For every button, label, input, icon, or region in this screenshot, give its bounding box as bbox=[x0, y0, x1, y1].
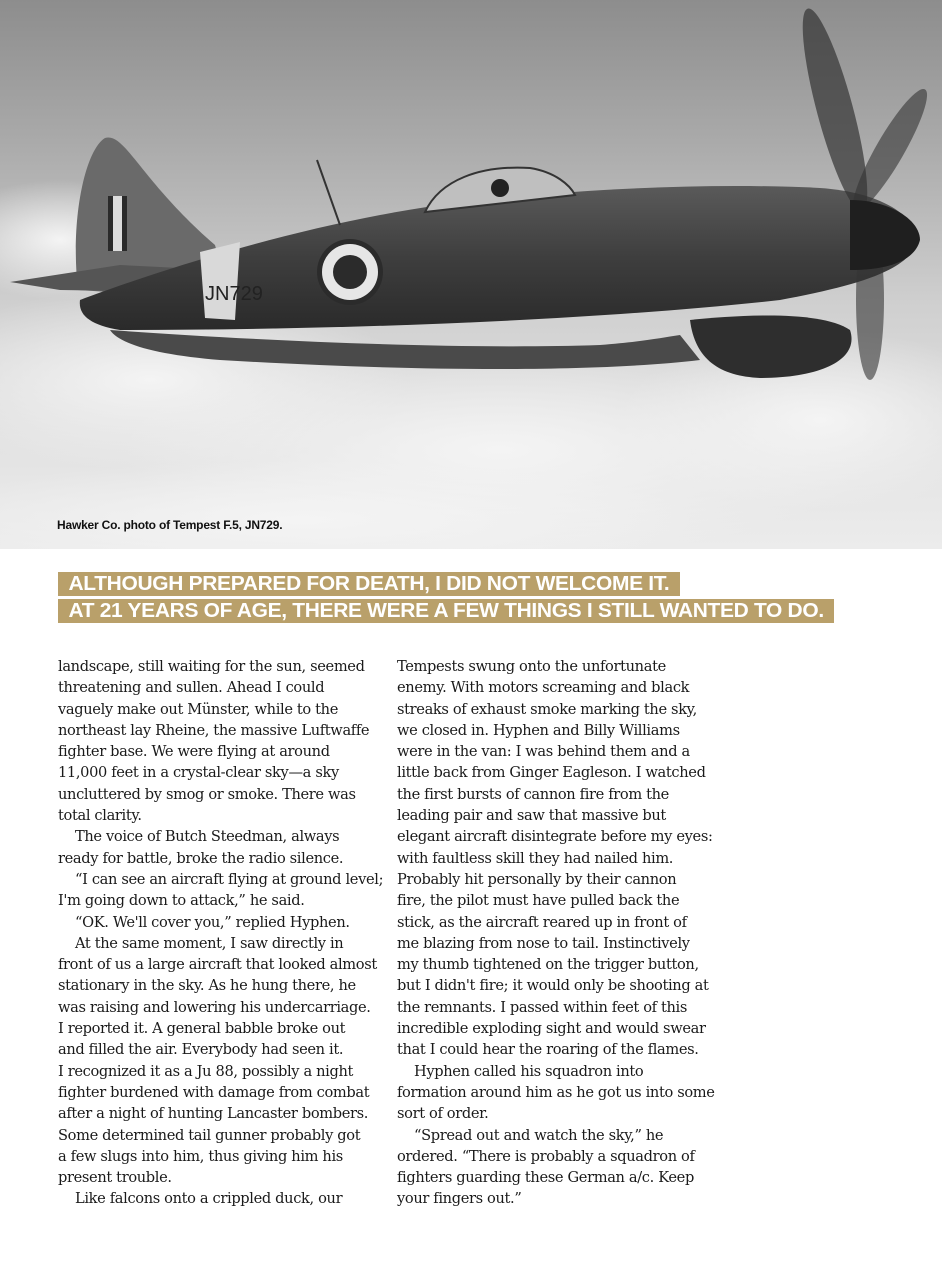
text-line: fire, the pilot must have pulled back the bbox=[397, 892, 680, 910]
article-column-left bbox=[58, 656, 398, 1210]
text-line: I'm going down to attack,” he said. bbox=[58, 892, 305, 910]
text-line: Like falcons onto a crippled duck, our bbox=[75, 1190, 343, 1208]
text-line: threatening and sullen. Ahead I could bbox=[58, 679, 325, 697]
text-line: but I didn't fire; it would only be shooting at bbox=[397, 977, 709, 995]
text-line: Probably hit personally by their cannon bbox=[397, 870, 677, 888]
text-line: elegant aircraft disintegrate before my eyes: bbox=[397, 828, 713, 846]
text-line: The voice of Butch Steedman, always bbox=[75, 828, 340, 846]
pull-quote-line-1: ALTHOUGH PREPARED FOR DEATH, I DID NOT WELCOME IT. bbox=[58, 572, 680, 596]
text-line: front of us a large aircraft that looked almost bbox=[58, 956, 377, 974]
text-line: streaks of exhaust smoke marking the sky, bbox=[397, 700, 697, 718]
text-line: fighter burdened with damage from combat bbox=[58, 1083, 370, 1101]
fuselage-marking: JN729 bbox=[205, 283, 263, 305]
text-line: “Spread out and watch the sky,” he bbox=[414, 1126, 664, 1144]
text-line: stick, as the aircraft reared up in front of bbox=[397, 913, 687, 931]
text-line: the remnants. I passed within feet of this bbox=[397, 998, 688, 1016]
text-line: formation around him as he got us into some bbox=[397, 1083, 715, 1101]
text-line: I reported it. A general babble broke out bbox=[58, 1020, 346, 1038]
text-line: “OK. We'll cover you,” replied Hyphen. bbox=[75, 913, 350, 931]
aircraft-photo bbox=[0, 0, 942, 549]
text-line: present trouble. bbox=[58, 1169, 172, 1187]
text-line: fighter base. We were flying at around bbox=[58, 743, 330, 761]
text-line: At the same moment, I saw directly in bbox=[75, 934, 344, 952]
text-line: enemy. With motors screaming and black bbox=[397, 679, 690, 697]
text-line: leading pair and saw that massive but bbox=[397, 807, 666, 825]
text-line: me blazing from nose to tail. Instinctively bbox=[397, 934, 690, 952]
text-line: northeast lay Rheine, the massive Luftwaffe bbox=[58, 721, 370, 739]
text-line: was raising and lowering his undercarriage. bbox=[58, 998, 371, 1016]
text-line: total clarity. bbox=[58, 807, 142, 825]
text-line: were in the van: I was behind them and a bbox=[397, 743, 690, 761]
text-line: little back from Ginger Eagleson. I watched bbox=[397, 764, 706, 782]
text-line: Some determined tail gunner probably got bbox=[58, 1126, 361, 1144]
text-line: a few slugs into him, thus giving him his bbox=[58, 1147, 343, 1165]
pull-quote-line-2: AT 21 YEARS OF AGE, THERE WERE A FEW THINGS I STILL WANTED TO DO. bbox=[58, 599, 834, 623]
text-line: we closed in. Hyphen and Billy Williams bbox=[397, 721, 680, 739]
text-line: my thumb tightened on the trigger button, bbox=[397, 956, 699, 974]
text-line: that I could hear the roaring of the flames. bbox=[397, 1041, 699, 1059]
text-line: Hyphen called his squadron into bbox=[414, 1062, 644, 1080]
text-line: incredible exploding sight and would swear bbox=[397, 1020, 706, 1038]
article-column-right bbox=[397, 656, 737, 1210]
text-line: the first bursts of cannon fire from the bbox=[397, 785, 669, 803]
text-line: “I can see an aircraft flying at ground level; bbox=[75, 870, 384, 888]
photo-caption: Hawker Co. photo of Tempest F.5, JN729. bbox=[57, 518, 283, 532]
text-line: sort of order. bbox=[397, 1105, 489, 1123]
text-line: fighters guarding these German a/c. Keep bbox=[397, 1169, 694, 1187]
text-line: after a night of hunting Lancaster bombers. bbox=[58, 1105, 369, 1123]
text-line: ordered. “There is probably a squadron of bbox=[397, 1147, 695, 1165]
text-line: uncluttered by smog or smoke. There was bbox=[58, 785, 356, 803]
text-line: Tempests swung onto the unfortunate bbox=[397, 658, 666, 675]
text-line: vaguely make out Münster, while to the bbox=[58, 700, 338, 718]
text-line: with faultless skill they had nailed him. bbox=[397, 849, 674, 867]
text-line: landscape, still waiting for the sun, seemed bbox=[58, 658, 365, 675]
text-line: your fingers out.” bbox=[397, 1190, 522, 1208]
text-line: stationary in the sky. As he hung there, he bbox=[58, 977, 356, 995]
text-line: 11,000 feet in a crystal-clear sky—a sky bbox=[58, 764, 339, 782]
text-line: and filled the air. Everybody had seen it. bbox=[58, 1041, 344, 1059]
text-line: ready for battle, broke the radio silence. bbox=[58, 849, 344, 867]
text-line: I recognized it as a Ju 88, possibly a night bbox=[58, 1062, 354, 1080]
tempest-aircraft-illustration bbox=[0, 0, 942, 549]
